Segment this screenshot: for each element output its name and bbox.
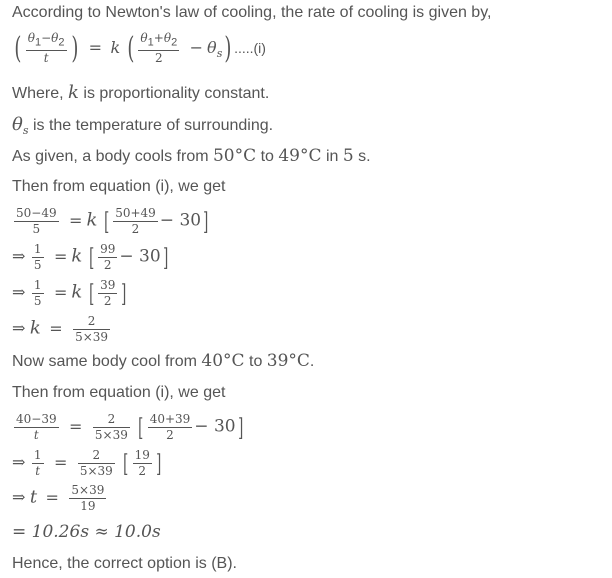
theta-symbol: θ — [51, 31, 59, 45]
time-t: t — [43, 51, 49, 66]
given-first-text — [12, 146, 371, 166]
equals-sign: = — [53, 246, 68, 266]
fraction-mean-2 — [148, 413, 193, 442]
intro-text: According to Newton's law of cooling, the rate of cooling is given by, — [12, 4, 492, 21]
temp-50: 50°C — [212, 146, 257, 166]
implies-arrow: ⇒ — [12, 318, 26, 338]
implies-arrow: ⇒ — [12, 246, 26, 266]
fraction-19-2 — [133, 449, 152, 478]
where-label: Where, — [12, 85, 69, 102]
theta-symbol: θ — [140, 31, 148, 45]
denominator: 19 — [80, 499, 96, 513]
bracket-close: ] — [156, 449, 162, 478]
constant-k: k — [71, 281, 83, 303]
conclusion-text: Hence, the correct option is (B). — [12, 555, 237, 572]
denominator-two: 2 — [154, 51, 163, 66]
bracket-open: [ — [123, 449, 129, 478]
bracket-open: [ — [103, 207, 110, 236]
bracket-close: ] — [162, 243, 168, 272]
minus-30: − 30 — [119, 246, 161, 267]
minus-sign: − — [189, 37, 204, 57]
fraction-2-5x39 — [93, 413, 130, 442]
numerator: 39 — [100, 278, 116, 292]
step-t-value — [12, 484, 108, 513]
numerator: 5×39 — [71, 483, 105, 497]
from-equation-text-2: Then from equation (i), we get — [12, 384, 226, 401]
equals-sign: = — [69, 210, 83, 230]
given-prefix: As given, a body cools from — [12, 148, 213, 165]
minus-30: − 30 — [159, 210, 202, 231]
in-word: in — [321, 148, 343, 165]
fraction-mean — [113, 207, 158, 236]
constant-k: k — [86, 209, 98, 231]
equals-sign: = — [69, 416, 83, 436]
denominator: 5 — [33, 258, 42, 272]
sub-one: 1 — [147, 36, 154, 49]
fraction-rate — [26, 32, 67, 65]
theta-symbol: θ — [163, 31, 172, 45]
paren-open: ( — [127, 30, 135, 66]
numerator: 2 — [93, 413, 130, 428]
newton-cooling-equation — [12, 32, 266, 65]
sub-two: 2 — [171, 36, 178, 49]
k-description: is proportionality constant. — [78, 85, 270, 102]
step-k-value — [12, 315, 112, 344]
bracket-open: [ — [88, 279, 94, 308]
numerator: 19 — [134, 448, 150, 462]
denominator: t — [35, 464, 41, 478]
fraction-40-39-t — [14, 413, 59, 442]
where-k-text — [12, 82, 269, 103]
constant-k: k — [71, 245, 83, 267]
sub-s: s — [216, 47, 223, 61]
numerator: 40−39 — [16, 412, 57, 426]
sub-s: s — [22, 124, 29, 138]
numerator: 2 — [78, 449, 115, 464]
bracket-open: [ — [88, 243, 94, 272]
constant-k: k — [68, 82, 79, 103]
constant-k: k — [29, 317, 41, 339]
fraction-1-5 — [32, 279, 44, 308]
step-39 — [12, 279, 129, 308]
theta-s-description: is the temperature of surrounding. — [28, 117, 274, 134]
numerator: 50+49 — [115, 206, 156, 220]
second-case-prefix: Now same body cool from — [12, 353, 202, 370]
equals-sign: = — [88, 37, 103, 57]
numerator: 2 — [73, 315, 110, 330]
denominator: 2 — [103, 294, 112, 308]
fraction-mean-temp — [138, 32, 179, 65]
to-word: to — [244, 353, 267, 370]
step-19 — [12, 449, 163, 478]
result-line: = 10.26s ≈ 10.0s — [12, 522, 161, 542]
numerator: 50−49 — [16, 206, 57, 220]
fraction-99-2 — [98, 243, 117, 272]
from-equation-text: Then from equation (i), we get — [12, 178, 226, 195]
denominator: 5×39 — [75, 330, 109, 344]
equation-tag: .....(i) — [234, 39, 266, 56]
paren-open: ( — [14, 30, 22, 66]
time-t: t — [29, 486, 38, 508]
step-substitute-2 — [12, 413, 245, 442]
bracket-close: ] — [237, 413, 243, 442]
fraction-1-t — [32, 449, 44, 478]
equals-sign: = — [53, 282, 68, 302]
second-case-text — [12, 351, 314, 371]
theta-s-text — [12, 114, 273, 137]
temp-49: 49°C — [278, 146, 322, 166]
equals-sign: = — [49, 318, 63, 338]
temp-39: 39°C — [266, 351, 310, 371]
bracket-open: [ — [138, 413, 144, 442]
fraction-5x39-19 — [69, 484, 106, 513]
minus-sign: − — [41, 31, 52, 45]
numerator: 99 — [100, 242, 116, 256]
period: . — [309, 353, 315, 370]
numerator: 1 — [33, 242, 42, 256]
equals-sign: = — [53, 452, 68, 472]
numerator: 1 — [33, 448, 42, 462]
fraction-2-5x39 — [78, 449, 115, 478]
constant-k: k — [110, 37, 121, 57]
denominator: 5 — [32, 222, 41, 236]
fraction-39-2 — [98, 279, 117, 308]
implies-arrow: ⇒ — [12, 487, 26, 507]
minus-30: − 30 — [194, 416, 236, 437]
implies-arrow: ⇒ — [12, 452, 26, 472]
denominator: 2 — [131, 222, 140, 236]
fraction-2-5x39 — [73, 315, 110, 344]
denominator: 5×39 — [79, 464, 113, 478]
bracket-close: ] — [121, 279, 127, 308]
denominator: 2 — [138, 464, 147, 478]
denominator: 5×39 — [94, 428, 128, 442]
theta-symbol: θ — [27, 31, 35, 45]
sub-two: 2 — [58, 36, 65, 49]
sub-one: 1 — [34, 36, 42, 49]
implies-arrow: ⇒ — [12, 282, 26, 302]
plus-sign: + — [153, 31, 164, 45]
temp-40: 40°C — [201, 351, 245, 371]
denominator: 5 — [33, 294, 42, 308]
bracket-close: ] — [203, 207, 209, 236]
seconds-unit: s. — [353, 148, 371, 165]
paren-close: ) — [224, 30, 232, 66]
equals-sign: = — [45, 487, 59, 507]
theta-symbol: θ — [207, 37, 217, 57]
time-5: 5 — [342, 146, 354, 166]
denominator: 2 — [166, 428, 174, 442]
denominator: t — [33, 428, 39, 442]
numerator: 40+39 — [149, 412, 191, 426]
step-99 — [12, 243, 170, 272]
fraction-1-5 — [32, 243, 44, 272]
numerator: 1 — [33, 278, 42, 292]
to-word: to — [256, 148, 279, 165]
theta-symbol: θ — [12, 114, 23, 135]
fraction-50-49-5 — [14, 207, 59, 236]
paren-close: ) — [70, 30, 78, 66]
denominator: 2 — [103, 258, 112, 272]
step-substitute — [12, 207, 210, 236]
